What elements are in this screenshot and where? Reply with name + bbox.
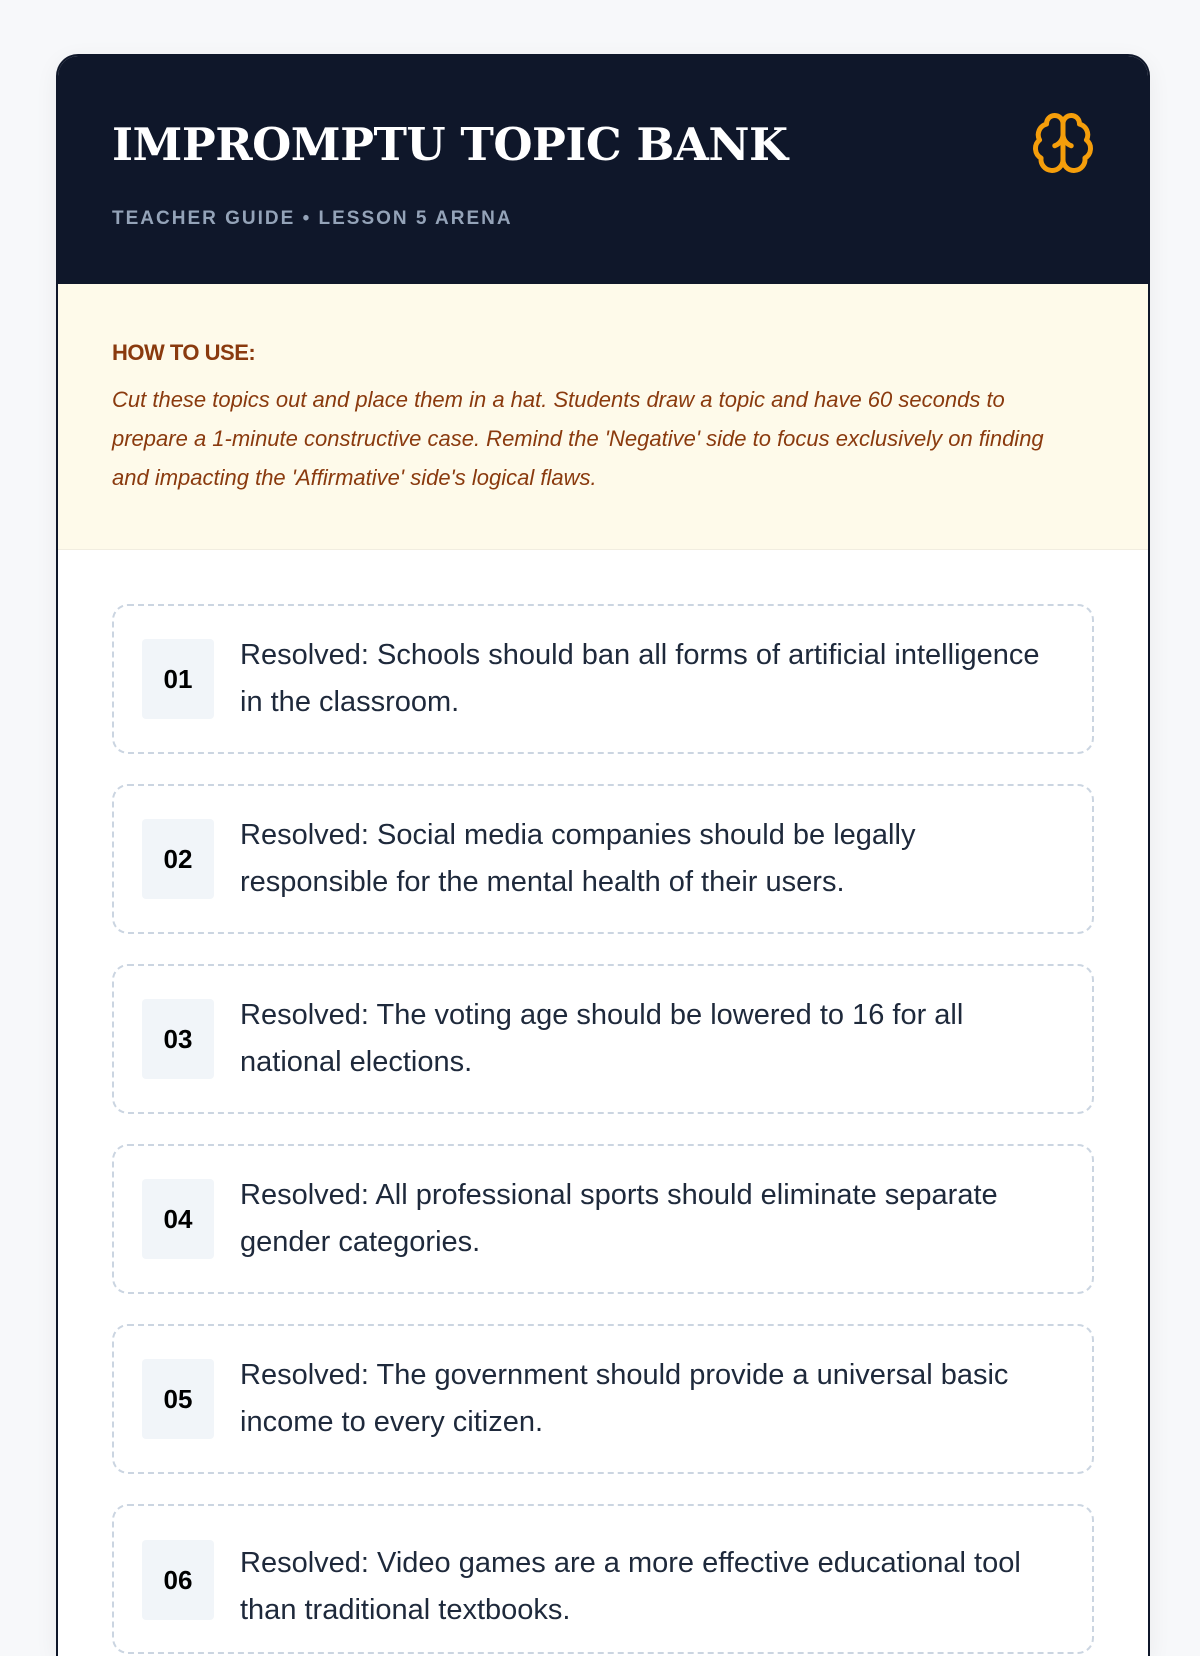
topic-text: Resolved: Video games are a more effective educational tool than traditional textbooks.	[240, 1547, 1021, 1626]
topic-text: Resolved: The voting age should be lowered to 16 for all national elections.	[240, 999, 964, 1078]
topic-card	[112, 964, 1094, 1114]
header	[58, 56, 1148, 284]
topic-card	[112, 1504, 1094, 1654]
topic-text: Resolved: All professional sports should eliminate separate gender categories.	[240, 1179, 998, 1258]
topic-card	[112, 784, 1094, 934]
topic-number: 02	[142, 819, 214, 899]
topic-number: 05	[142, 1359, 214, 1439]
how-to-use-label: HOW TO USE:	[112, 340, 256, 365]
topic-card	[112, 1324, 1094, 1474]
topic-number: 01	[142, 639, 214, 719]
topic-text: Resolved: Social media companies should be legally responsible for the mental health of their users.	[240, 819, 916, 898]
topic-number: 03	[142, 999, 214, 1079]
brain-icon	[1030, 110, 1096, 176]
topic-bank-card	[56, 54, 1150, 1656]
page-subtitle: TEACHER GUIDE • LESSON 5 ARENA	[112, 208, 513, 229]
topic-number: 04	[142, 1179, 214, 1259]
topic-text: Resolved: The government should provide a universal basic income to every citizen.	[240, 1359, 1009, 1438]
topic-card	[112, 604, 1094, 754]
how-to-use-text: Cut these topics out and place them in a hat. Students draw a topic and have 60 seconds to prepare a 1-minute constructive case. Remind the 'Negative' side to focus exclusively on finding and impacting the 'Affirmative' side's logical flaws.	[112, 387, 1044, 490]
topic-text: Resolved: Schools should ban all forms of artificial intelligence in the classroom.	[240, 639, 1040, 718]
topic-list	[58, 550, 1148, 1654]
how-to-use-panel	[58, 284, 1148, 550]
topic-number: 06	[142, 1540, 214, 1620]
topic-card	[112, 1144, 1094, 1294]
page-title: IMPROMPTU TOPIC BANK	[112, 118, 788, 171]
